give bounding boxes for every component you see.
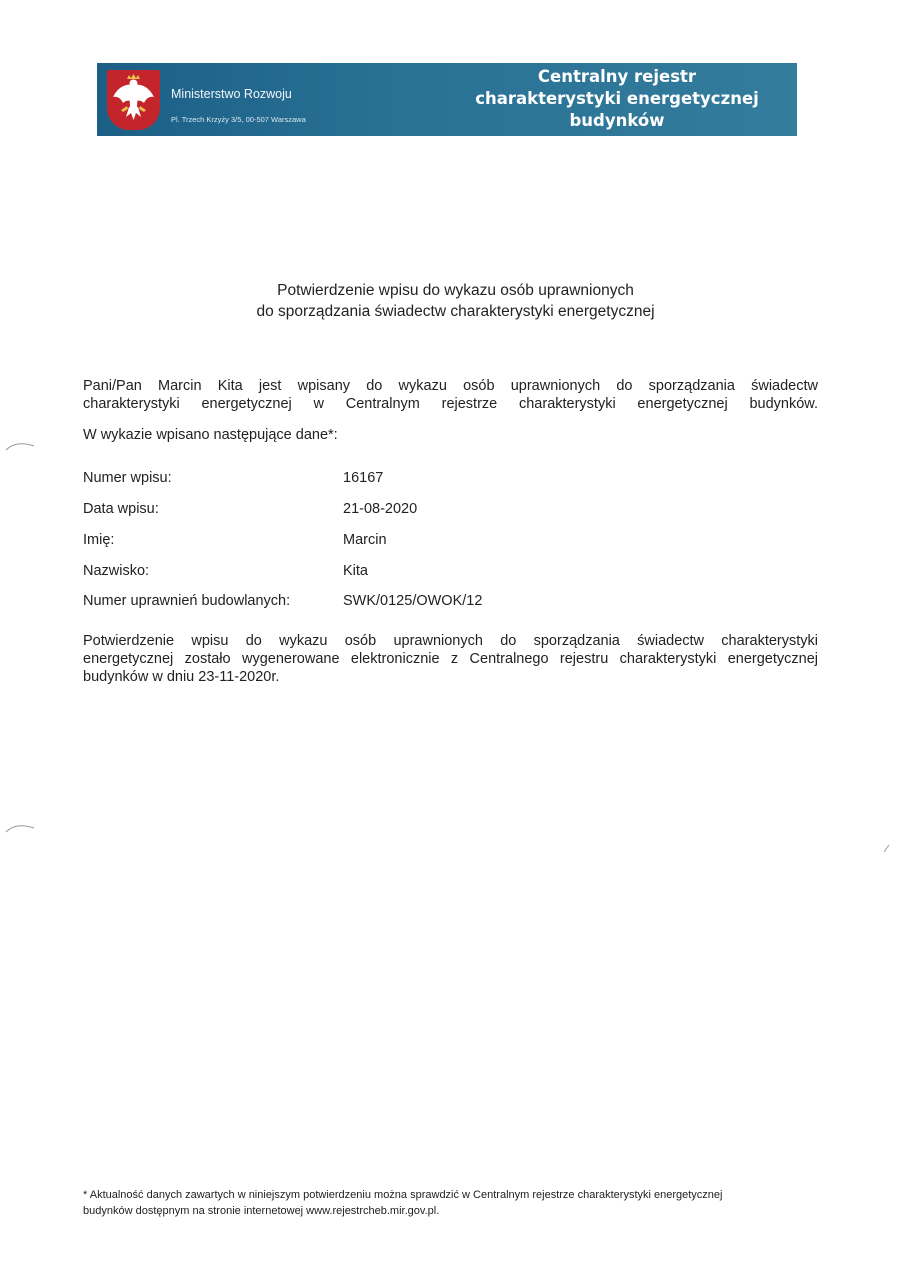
scan-artifact [4, 818, 36, 836]
document-title-line: do sporządzania świadectw charakterystyki energetycznej [256, 303, 655, 320]
footnote-line: budynków dostępnym na stronie internetowej www.rejestrcheb.mir.gov.pl. [83, 1205, 440, 1217]
field-value-entry-number: 16167 [343, 470, 384, 486]
white-eagle-emblem-icon [107, 70, 160, 130]
field-value-first-name: Marcin [343, 532, 387, 548]
intro-line: Pani/Pan Marcin Kita jest wpisany do wykazu osób uprawnionych do sporządzania świadectw [83, 378, 818, 394]
header-banner [97, 63, 797, 136]
document-title-line: Potwierdzenie wpisu do wykazu osób uprawnionych [277, 282, 634, 299]
field-value-license-number: SWK/0125/OWOK/12 [343, 593, 483, 609]
field-label-entry-date: Data wpisu: [83, 501, 159, 517]
field-label-first-name: Imię: [83, 532, 115, 548]
closing-line: budynków w dniu 23-11-2020r. [83, 669, 280, 685]
intro-paragraph [83, 377, 818, 413]
closing-line: energetycznej zostało wygenerowane elektronicznie z Centralnego rejestru charakterystyki energetycznej [83, 651, 818, 667]
footnote [83, 1187, 823, 1219]
register-title [442, 66, 792, 132]
field-label-license-number: Numer uprawnień budowlanych: [83, 593, 291, 609]
scan-artifact [882, 842, 892, 854]
field-value-entry-date: 21-08-2020 [343, 501, 418, 517]
register-title-line: charakterystyki energetycznej [475, 89, 759, 108]
field-label-entry-number: Numer wpisu: [83, 470, 172, 486]
scan-artifact [4, 436, 36, 454]
closing-paragraph [83, 632, 818, 686]
data-heading: W wykazie wpisano następujące dane*: [83, 427, 338, 443]
document-title [0, 280, 911, 322]
field-label-last-name: Nazwisko: [83, 563, 150, 579]
ministry-name: Ministerstwo Rozwoju [171, 87, 292, 101]
field-value-last-name: Kita [343, 563, 368, 579]
closing-line: Potwierdzenie wpisu do wykazu osób uprawnionych do sporządzania świadectw charakterystyki [83, 633, 818, 649]
ministry-address: Pl. Trzech Krzyży 3/5, 00-507 Warszawa [171, 115, 306, 124]
register-title-line: budynków [569, 111, 665, 130]
register-title-line: Centralny rejestr [537, 67, 697, 86]
intro-line: charakterystyki energetycznej w Centralnym rejestrze charakterystyki energetycznej budynków. [83, 396, 818, 412]
footnote-line: * Aktualność danych zawartych w niniejszym potwierdzeniu można sprawdzić w Centralnym rejestrze charakterystyki energetycznej [83, 1189, 723, 1201]
